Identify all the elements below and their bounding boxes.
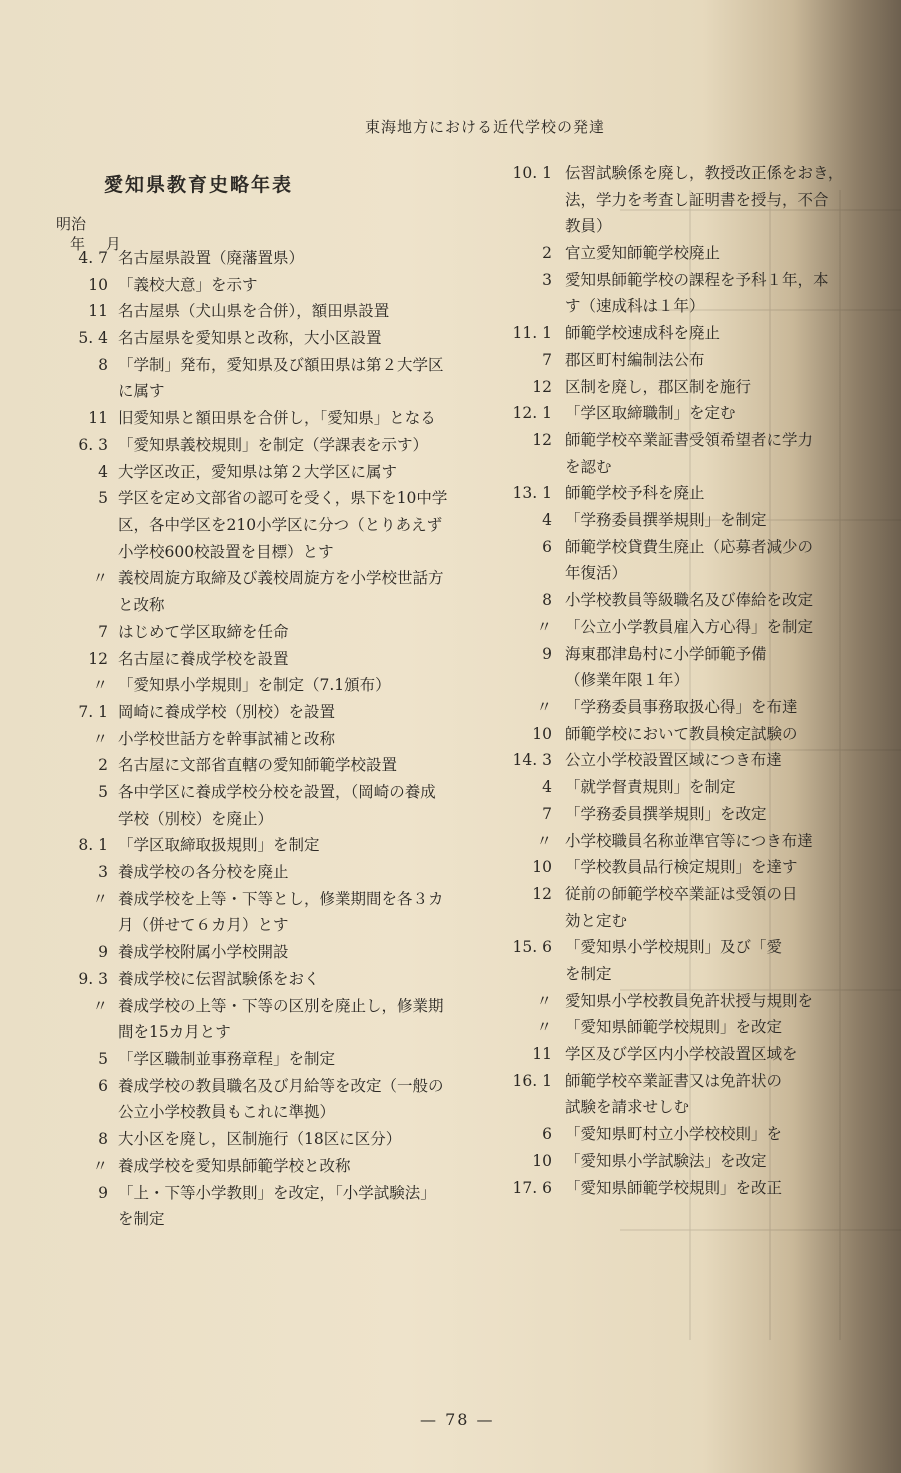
entry-text: 「学区取締職制」を定む <box>565 404 736 423</box>
entry-text: 「愛知県町村立小学校校則」を <box>565 1125 783 1144</box>
entry-text: 名古屋県を愛知県と改称，大小区設置 <box>118 329 382 348</box>
entry-text: 師範学校卒業証書又は免許状の <box>565 1071 783 1090</box>
entry-text: 「学区取締取扱規則」を制定 <box>118 836 320 855</box>
entry-date: 4 <box>542 778 552 797</box>
entry-text: 小学校世話方を幹事試補と改称 <box>118 729 336 748</box>
entry-date: 6 <box>542 1125 552 1144</box>
entry-text: 「学校教員品行検定規則」を達す <box>565 858 798 877</box>
entry-date: 7 <box>542 804 552 823</box>
entry-text: 養成学校の上等・下等の区別を廃止し，修業期 <box>118 996 444 1015</box>
entry-date: 3 <box>98 863 108 882</box>
entry-text: 「義校大意」を示す <box>118 275 258 294</box>
entry-text: 「愛知県小学規則」を制定（7.1頒布） <box>118 676 391 695</box>
entry-date: 8 <box>542 591 552 610</box>
entry-text: 区，各中学区を210小学区に分つ（とりあえず <box>118 515 443 534</box>
entry-text: 「学制」発布，愛知県及び額田県は第２大学区 <box>118 355 444 374</box>
entry-date: 10 <box>532 724 552 743</box>
entry-text: 小学校職員名称並準官等につき布達 <box>565 831 813 850</box>
entry-text: す（速成科は１年） <box>565 297 705 316</box>
era-label: 明治 <box>56 215 87 233</box>
entry-date: 〃 <box>92 676 108 695</box>
entry-text: と改称 <box>118 596 165 615</box>
entry-text: 効と定む <box>565 911 628 930</box>
entry-date: 〃 <box>536 617 552 636</box>
entry-text: 旧愛知県と額田県を合併し，「愛知県」となる <box>118 409 436 428</box>
entry-text: 大小区を廃し，区制施行（18区に区分） <box>118 1130 402 1149</box>
entry-text: に属す <box>118 382 165 401</box>
entry-date: 6 <box>98 1076 108 1095</box>
entry-text: はじめて学区取締を任命 <box>118 622 289 641</box>
entry-text: 「上・下等小学教則」を改定，「小学試験法」 <box>118 1183 436 1202</box>
entry-text: 「学務委員撰挙規則」を改定 <box>565 804 767 823</box>
entry-text: 養成学校に伝習試験係をおく <box>118 969 320 988</box>
entry-text: 養成学校の各分校を廃止 <box>118 863 289 882</box>
entry-text: 「公立小学教員雇入方心得」を制定 <box>565 617 814 636</box>
entry-date: 13. 1 <box>512 484 552 503</box>
entry-text: を認む <box>565 457 612 476</box>
entry-date: 8. 1 <box>78 836 108 855</box>
entry-date: 14. 3 <box>512 751 552 770</box>
entry-date: 10. 1 <box>512 164 552 182</box>
entry-date: 12. 1 <box>512 404 552 423</box>
entry-text: を制定 <box>565 964 612 983</box>
entry-text: 海東郡津島村に小学師範予備 <box>565 644 767 663</box>
entry-date: 2 <box>98 756 108 775</box>
entry-text: 従前の師範学校卒業証は受領の日 <box>565 884 798 903</box>
entry-text: 「学務委員撰挙規則」を制定 <box>565 511 767 530</box>
entry-text: 「愛知県小学校規則」及び「愛 <box>565 938 783 957</box>
entry-date: 5 <box>98 489 108 508</box>
entry-text: 愛知県小学校教員免許状授与規則を <box>565 991 814 1010</box>
entry-date: 8 <box>98 1130 108 1149</box>
entry-text: 試験を請求せしむ <box>565 1098 690 1117</box>
entry-date: 6. 3 <box>78 435 108 454</box>
entry-date: 2 <box>542 244 552 263</box>
entry-date: 7. 1 <box>78 702 108 721</box>
page-number: — 78 — <box>420 1410 495 1429</box>
entry-text: 名古屋に養成学校を設置 <box>118 649 289 668</box>
entry-text: 「就学督責規則」を制定 <box>565 778 736 797</box>
entry-text: 月（併せて６カ月）とす <box>118 916 289 935</box>
entry-date: 4 <box>542 511 552 530</box>
entry-date: 〃 <box>92 1156 108 1175</box>
entry-date: 〃 <box>92 729 108 748</box>
entry-text: 学校（別校）を廃止） <box>118 809 274 828</box>
entry-text: 師範学校予科を廃止 <box>565 484 705 503</box>
entry-text: 小学校教員等級職名及び俸給を改定 <box>565 591 814 610</box>
entry-date: 11. 1 <box>512 324 552 343</box>
entry-date: 15. 6 <box>512 938 552 957</box>
entry-text: 大学区改正，愛知県は第２大学区に属す <box>118 462 398 481</box>
entry-text: 養成学校を上等・下等とし，修業期間を各３カ <box>118 889 444 908</box>
entry-date: 9 <box>542 644 552 663</box>
running-head: 東海地方における近代学校の発達 <box>365 118 606 136</box>
entry-text: 名古屋県（犬山県を合併），額田県設置 <box>118 302 390 321</box>
entry-date: 12 <box>532 431 552 449</box>
entry-text: 「学務委員事務取扱心得」を布達 <box>565 698 798 716</box>
entry-date: 4. 7 <box>78 249 108 267</box>
entry-text: 師範学校において教員検定試験の <box>565 724 798 743</box>
entry-text: 学区及び学区内小学校設置区域を <box>565 1045 798 1064</box>
entry-date: 〃 <box>536 698 552 716</box>
entry-date: 17. 6 <box>512 1178 552 1197</box>
entry-text: 区制を廃し，郡区制を施行 <box>565 377 752 396</box>
entry-text: 公立小学校設置区域につき布達 <box>565 751 782 770</box>
entry-text: 教員） <box>565 217 612 236</box>
entry-text: 岡崎に養成学校（別校）を設置 <box>118 702 336 721</box>
entry-text: 「愛知県師範学校規則」を改正 <box>565 1178 783 1197</box>
entry-date: 12 <box>532 884 552 903</box>
entry-text: 義校周旋方取締及び義校周旋方を小学校世話方 <box>118 569 444 588</box>
entry-date: 11 <box>88 302 108 321</box>
entry-text: 公立小学校教員もこれに準拠） <box>118 1103 336 1122</box>
entry-text: 官立愛知師範学校廃止 <box>565 244 721 263</box>
entry-date: 7 <box>98 622 108 641</box>
entry-text: 師範学校貸費生廃止（応募者減少の <box>565 537 814 556</box>
entry-date: 11 <box>532 1045 552 1064</box>
entry-date: 〃 <box>92 889 108 908</box>
entry-text: 間を15カ月とす <box>118 1023 231 1042</box>
entry-date: 〃 <box>536 1018 552 1037</box>
entry-date: 8 <box>98 355 108 374</box>
entry-text: 師範学校速成科を廃止 <box>565 324 721 343</box>
entry-date: 〃 <box>92 569 108 588</box>
entry-date: 〃 <box>536 831 552 850</box>
entry-date: 12 <box>532 377 552 396</box>
entry-date: 16. 1 <box>512 1071 552 1090</box>
entry-date: 〃 <box>92 996 108 1015</box>
entry-text: 養成学校附属小学校開設 <box>118 943 289 962</box>
entry-date: 7 <box>542 350 552 369</box>
year-month-label: 年 月 <box>70 235 129 253</box>
entry-date: 3 <box>542 270 552 289</box>
entry-date: 6 <box>542 537 552 556</box>
entry-text: 学区を定め文部省の認可を受く，県下を10中学 <box>118 489 448 508</box>
entry-date: 5 <box>98 1050 108 1068</box>
entry-text: 名古屋県設置（廃藩置県） <box>118 249 305 267</box>
entry-date: 4 <box>98 462 108 481</box>
entry-date: 10 <box>88 275 108 294</box>
entry-date: 10 <box>532 858 552 877</box>
entry-text: 養成学校を愛知県師範学校と改称 <box>118 1156 351 1175</box>
entry-text: 伝習試験係を廃し，教授改正係をおき， <box>565 164 844 182</box>
entry-text: 名古屋に文部省直轄の愛知師範学校設置 <box>118 756 398 775</box>
entry-text: 「愛知県小学試験法」を改定 <box>565 1151 767 1170</box>
entry-date: 9. 3 <box>78 969 108 988</box>
entry-date: 10 <box>532 1151 552 1170</box>
entry-date: 9 <box>98 943 108 962</box>
entry-text: 郡区町村編制法公布 <box>565 350 705 369</box>
entry-text: 小学校600校設置を目標）とす <box>118 542 334 561</box>
entry-date: 5. 4 <box>78 329 108 348</box>
entry-text: （修業年限１年） <box>565 671 690 690</box>
entry-text: 師範学校卒業証書受領希望者に学力 <box>565 431 814 449</box>
entry-text: 各中学区に養成学校分校を設置，（岡崎の養成 <box>118 783 436 801</box>
entry-date: 11 <box>88 409 108 428</box>
entry-text: 愛知県師範学校の課程を予科１年，本 <box>565 270 829 289</box>
entry-date: 9 <box>98 1183 108 1202</box>
entry-text: を制定 <box>118 1210 165 1229</box>
page-title: 愛知県教育史略年表 <box>104 174 294 196</box>
entry-date: 〃 <box>536 991 552 1010</box>
entry-text: 年復活） <box>565 564 628 583</box>
entry-date: 12 <box>88 649 108 668</box>
entry-text: 「愛知県師範学校規則」を改定 <box>565 1018 783 1037</box>
entry-text: 法，学力を考査し証明書を授与，不合 <box>565 190 829 209</box>
entry-text: 「愛知県義校規則」を制定（学課表を示す） <box>118 435 429 454</box>
entry-text: 「学区職制並事務章程」を制定 <box>118 1050 336 1068</box>
entry-date: 5 <box>98 783 108 801</box>
entry-text: 養成学校の教員職名及び月給等を改定（一般の <box>118 1076 444 1095</box>
